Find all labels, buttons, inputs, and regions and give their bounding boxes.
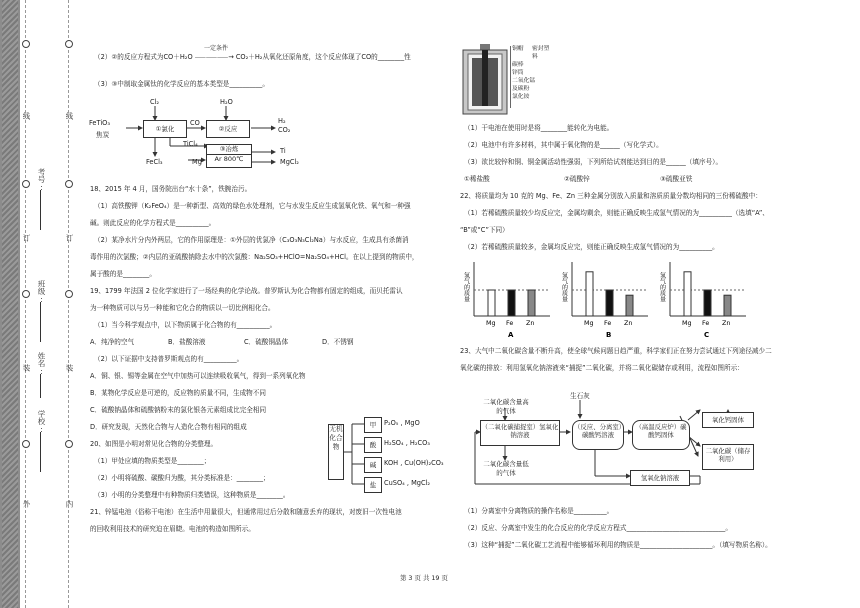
tree-item-salts: CuSO₄ , MgCl₂ [384,479,431,487]
q23-2: （2）反应、分离室中发生的化合反应的化学反应方程式______________________________。 [464,524,732,532]
q21-3-opt-3: ③硫酸亚铁 [660,175,693,183]
tree-cat-acid: 酸 [364,437,382,453]
q21-b: 的回收利用技术的研究迫在眉睫。电池的构造如图所示。 [90,525,255,533]
binding-right-mark-1: 线 [65,112,74,120]
q19-1-opt-a: A．纯净的空气 [90,338,135,346]
chart-1-name: B [606,331,612,338]
q20-2: （2）小明将硫酸、碳酸归为酸，其分类标准是：________； [94,474,270,482]
chart-1-bar-Zn [626,295,633,316]
chart-2-tick-Mg: Mg [682,319,692,327]
flow1-h2o: H₂O [220,98,233,106]
flow1-co2: CO₂ [278,126,291,134]
binding-left-mark-4 [22,290,30,298]
q19-1-opt-d: D．不锈钢 [322,338,354,346]
q23-a: 23、大气中二氧化碳含量不断升高，使全球气候问题日趋严重，科学家们正在努力尝试通过下列途径减少二 [460,347,772,355]
field-name: 姓名: [37,352,46,376]
field-school: 学校: [37,410,46,434]
q20-title: 20、如图是小明对常见化合物的分类整理。 [90,440,218,448]
tree-root: 无机化合物 [328,424,344,480]
q18-1b: 碱。则此反应的化学方程式是__________。 [90,219,216,227]
flow1-smelting-label: ③冶炼 [219,145,239,153]
chart-0-tick-Mg: Mg [486,319,496,327]
q19-2-d: D．研究发现，天然化合物与人造化合物有相同的组成 [90,423,247,431]
tree-brace [342,416,366,492]
chart-1-bar-Mg [586,272,593,316]
co2-furnace: （高温反应炉）碳酸钙固体 [632,420,690,450]
tree-cat-jia: 甲 [364,417,382,433]
flow1-chlorination-box: ①氯化 [143,120,187,138]
flow1-h2: H₂ [278,117,286,125]
cut-line-outer [25,0,26,608]
q19-title: 19、1799 年法国 2 位化学家进行了一场经典的化学论战。普罗斯认为化合物都有固定的组成，而贝托雷认 [90,287,403,295]
chart-2-bar-Zn [724,295,731,316]
q18-title: 18、2015 年 4 月，国务院出台“水十条”，铁腕治污。 [90,185,252,193]
q23-1: （1）分离室中分离物质的操作名称是__________。 [464,507,614,515]
field-name-line [40,374,42,398]
chart-0-bar-Mg [488,290,495,316]
hydrogen-charts [460,258,760,338]
flow1-ticl4: TiCl₄ [183,140,198,148]
chart-1-ylabel: 氢气的质量 [560,272,568,302]
flow1-mg: Mg [192,158,202,166]
flow1-coke: 焦炭 [96,131,110,139]
q22-1b: “B”或“C”下同） [460,226,509,234]
field-class-line [40,302,42,342]
q17-2: （2）②的反应方程式为CO＋H₂O ⸺⸺⸺→ CO₂＋H₂从氧化还原角度，这个反应体现了CO的________性 [94,53,411,61]
q21-1: （1）干电池在使用时是将________能转化为电能。 [464,124,614,132]
binding-left-mark-0 [22,40,30,48]
flow1-co: CO [190,119,200,127]
q23-b: 氧化碳的排放：利用氢氧化钠溶液来“捕捉”二氧化碳，并将二氧化碳储存或利用，流程如图所示： [460,364,744,372]
chart-1-bar-Fe [606,290,613,316]
q19-2-a: A．铜、银、锡等金属在空气中加热可以连续吸收氧气，得到一系列氧化物 [90,372,306,380]
binding-left-mark-2 [22,180,30,188]
q22-1a: （1）若稀硫酸质量较少均反应完，金属均剩余，则能正确反映生成氢气情况的为__________（选填“A”、 [464,209,769,217]
co2-reaction-room: （反应、分离室）碳酸钙溶液 [572,420,624,450]
tree-item-bases: KOH , Cu(OH)₂CO₃ [384,459,444,467]
chart-2-bar-Mg [684,272,691,316]
chart-0-bar-Zn [528,290,535,316]
page-footer: 第 3 页 共 19 页 [400,574,448,582]
tree-item-acids: H₂SO₄ , H₂CO₃ [384,439,430,447]
field-class: 班级: [37,280,46,304]
q19-2-b: B．某物化学反应是可逆的，反应物的质量不同，生成物不同 [90,389,266,397]
tree-cat-salt: 盐 [364,477,382,493]
q19-1-opt-b: B．盐酸溶液 [168,338,206,346]
binding-left-mark-3: 订 [22,234,31,242]
battery-diagram [460,44,510,116]
binding-right-mark-4 [65,290,73,298]
co2-naoh-solution: 氢氧化钠溶液 [630,470,690,486]
field-school-line [40,432,42,472]
chart-2-ylabel: 氢气的质量 [658,272,666,302]
battery-label-nh4cl: 氯化铵 [512,94,530,100]
field-exam-no-line [40,190,42,230]
chart-2-name: C [704,331,710,338]
battery-label-mno2: 二氧化锰 [512,78,536,84]
binding-right-mark-0 [65,40,73,48]
battery-label-carbon-rod: 碳棒 [512,62,524,68]
q22-2: （2）若稀硫酸质量较多，金属均反应完，则能正确反映生成氢气情况的为__________。 [464,243,719,251]
flow1-smelting-box [206,144,252,168]
q17-3: （3）③中制取金属钛的化学反应的基本类型是__________。 [94,80,269,88]
flow1-feti: FeTiO₃ [89,119,110,127]
q19-1: （1）当今科学观点中，以下物质属于化合物的有__________。 [94,321,277,329]
co2-storage: 二氧化碳（储存利用） [702,444,754,470]
q19-1-opt-c: C．硫酸铜晶体 [244,338,289,346]
tree-cat-base: 碱 [364,457,382,473]
chart-2-tick-Zn: Zn [722,319,731,327]
flow1-fecl3: FeCl₃ [146,158,163,166]
field-exam-no: 考号: [37,168,46,192]
chart-2-tick-Fe: Fe [702,319,710,327]
q20-1: （1）甲处应填的物质类型是________； [94,457,211,465]
flow1-smelting-cond: Ar 800℃ [207,154,251,164]
binding-right-mark-5: 装 [65,364,74,372]
chart-0-bar-Fe [508,290,515,316]
q21-3-opt-2: ②硫酸锌 [564,175,590,183]
battery-label-seal: 密封塑料 [532,46,550,60]
q20-3: （3）小明的分类整理中有种物质归类错误，这种物质是________。 [94,491,290,499]
co2-cao-solid: 氧化钙固体 [702,412,754,428]
co2-low-gas: 二氧化碳含量低的气体 [483,460,529,477]
q21-2: （2）电池中有许多材料，其中属于氧化物的是______（写化学式）。 [464,141,663,149]
flow1-ti: Ti [280,147,286,155]
co2-high-gas: 二氧化碳含量高的气体 [483,398,529,415]
flow1-reaction-box: ②反应 [206,120,250,138]
binding-right-mark-7: 内 [65,500,74,508]
co2-capture-room: （二氧化碳捕捉室）氢氧化钠溶液 [480,420,560,446]
binding-right-mark-2 [65,180,73,188]
co2-quicklime: 生石灰 [570,392,590,400]
binding-left-mark-1: 线 [22,112,31,120]
binding-left-mark-5: 装 [22,364,31,372]
chart-1-tick-Mg: Mg [584,319,594,327]
q17-2-condition: 一定条件 [204,45,229,52]
q19-title2: 为一种物质可以与另一种能和它化合的物质以一切比例相化合。 [90,304,275,312]
binding-left-mark-6 [22,440,30,448]
q23-3: （3）这种“捕捉”二氧化碳工艺流程中能够循环利用的物质是______________________。（填写物质名称）。 [464,541,772,549]
q18-2a: （2）某净水片分内外两层，它的作用原理是：①外层的优氯净（C₃O₃N₃Cl₂Na）与水反应，生成具有杀菌消 [94,236,409,244]
q19-2: （2）以下证据中支持普罗斯观点的有__________。 [94,355,244,363]
chart-0-tick-Fe: Fe [506,319,514,327]
q22-title: 22、将质量均为 10 克的 Mg、Fe、Zn 三种金属分别放入质量和溶质质量分数均相同的三份稀硫酸中： [460,192,762,200]
q18-2b: 毒作用的次氯酸；②内层的亚硫酸钠除去水中的次氯酸：Na₂SO₃+HClO=Na₂SO₄+HCl。在以上提到的物质中， [90,253,419,261]
binding-strip [0,0,20,608]
cut-line-inner [68,0,69,608]
binding-left-mark-7: 外 [22,500,31,508]
q19-2-c: C．硫酸钠晶体和硫酸钠粉末的氯化银各元素组成比完全相同 [90,406,267,414]
chart-2-bar-Fe [704,290,711,316]
battery-label-copper-cap: 铜帽 [512,46,524,52]
binding-right-mark-3: 订 [65,234,74,242]
flow1-cl2: Cl₂ [150,98,160,106]
chart-0-name: A [508,331,514,338]
q21-3-opt-1: ①稀盐酸 [464,175,490,183]
tree-item-oxides: P₂O₅ , MgO [384,419,420,427]
chart-0-tick-Zn: Zn [526,319,535,327]
chart-1-tick-Fe: Fe [604,319,612,327]
q21-a: 21、锌锰电池（俗称干电池）在生活中用量很大，但通常用过后分散和随意丢弃的现状，对废旧一次性电池 [90,508,402,516]
battery-label-carbon-powder: 及碳粉 [512,86,530,92]
q18-2c: 属于酸的是________。 [90,270,156,278]
binding-right-mark-6 [65,440,73,448]
battery-label-zinc: 锌筒 [512,70,524,76]
flow1-mgcl2: MgCl₂ [280,158,299,166]
q21-3: （3）欲比较锌和铜、铜金属活动性强弱，下列所给试剂能达到目的是______（填序号）。 [464,158,723,166]
chart-0-ylabel: 氢气的质量 [462,272,470,302]
q18-1a: （1）高铁酸钾（K₂FeO₄）是一种新型、高效的绿色水处理剂，它与水发生反应生成氢氧化铁、氧气和一种强 [94,202,411,210]
chart-1-tick-Zn: Zn [624,319,633,327]
